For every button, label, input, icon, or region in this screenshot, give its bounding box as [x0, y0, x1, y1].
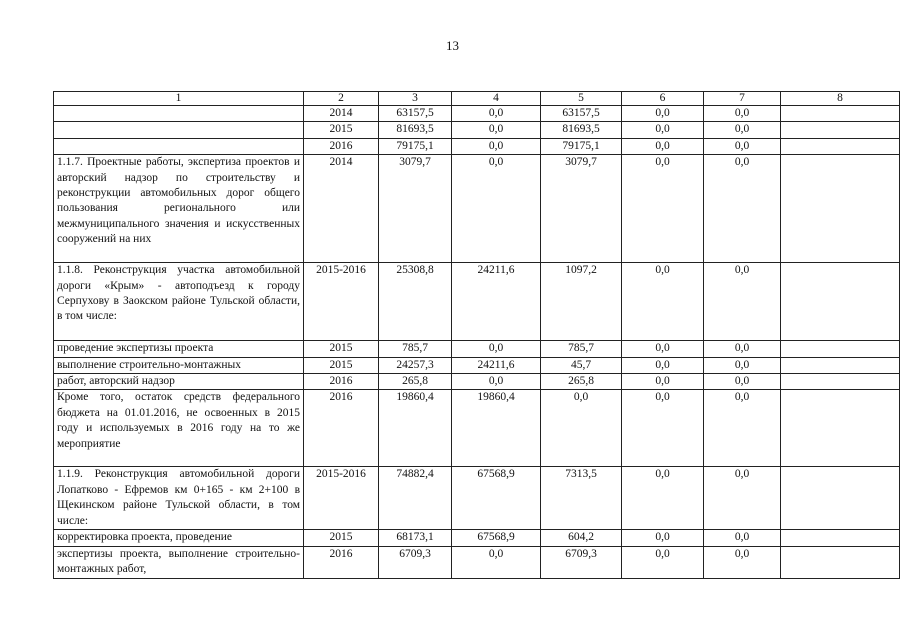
- row-col6: 0,0: [622, 155, 704, 263]
- row-col3: 6709,3: [379, 546, 452, 578]
- row-col3: 68173,1: [379, 530, 452, 546]
- header-cell: 3: [379, 92, 452, 106]
- row-description: 1.1.8. Реконструкция участка автомобильной дороги «Крым» - автоподъезд к городу Серпухову в Заокском районе Тульской области, в том числе:: [54, 263, 304, 341]
- header-cell: 1: [54, 92, 304, 106]
- row-description: выполнение строительно-монтажных: [54, 357, 304, 373]
- row-col5: 604,2: [541, 530, 622, 546]
- row-col4: 67568,9: [452, 530, 541, 546]
- row-col8: [781, 467, 900, 530]
- row-year: 2015-2016: [304, 467, 379, 530]
- row-col5: 7313,5: [541, 467, 622, 530]
- row-description: Кроме того, остаток средств федерального бюджета на 01.01.2016, не освоенных в 2015 году и используемых в 2016 году на то же мероприятие: [54, 390, 304, 467]
- row-year: 2015-2016: [304, 263, 379, 341]
- row-col3: 24257,3: [379, 357, 452, 373]
- row-col5: 45,7: [541, 357, 622, 373]
- row-col7: 0,0: [704, 263, 781, 341]
- row-col5: 81693,5: [541, 122, 622, 138]
- row-col3: 81693,5: [379, 122, 452, 138]
- header-cell: 5: [541, 92, 622, 106]
- row-col7: 0,0: [704, 390, 781, 467]
- row-col5: 265,8: [541, 374, 622, 390]
- row-col7: 0,0: [704, 155, 781, 263]
- table-row: [54, 341, 900, 357]
- table-row: [54, 546, 900, 578]
- row-col5: 0,0: [541, 390, 622, 467]
- row-col6: 0,0: [622, 122, 704, 138]
- row-col7: 0,0: [704, 530, 781, 546]
- page-number: 13: [446, 38, 459, 53]
- row-col6: 0,0: [622, 374, 704, 390]
- row-col4: 0,0: [452, 106, 541, 122]
- row-col5: 3079,7: [541, 155, 622, 263]
- row-col7: 0,0: [704, 357, 781, 373]
- row-year: 2014: [304, 106, 379, 122]
- table-row: [54, 390, 900, 467]
- row-col4: 0,0: [452, 155, 541, 263]
- row-col8: [781, 106, 900, 122]
- row-col4: 19860,4: [452, 390, 541, 467]
- header-cell: 4: [452, 92, 541, 106]
- header-cell: 7: [704, 92, 781, 106]
- row-col4: 0,0: [452, 122, 541, 138]
- row-year: 2016: [304, 546, 379, 578]
- row-year: 2014: [304, 155, 379, 263]
- header-cell: 8: [781, 92, 900, 106]
- row-col3: 79175,1: [379, 138, 452, 154]
- row-col4: 0,0: [452, 138, 541, 154]
- row-col8: [781, 374, 900, 390]
- row-col7: 0,0: [704, 138, 781, 154]
- row-description: работ, авторский надзор: [54, 374, 304, 390]
- header-cell: 6: [622, 92, 704, 106]
- row-col6: 0,0: [622, 390, 704, 467]
- table-row: [54, 357, 900, 373]
- row-col7: 0,0: [704, 122, 781, 138]
- row-col3: 63157,5: [379, 106, 452, 122]
- header-row: [54, 92, 900, 106]
- row-col4: 24211,6: [452, 263, 541, 341]
- row-col7: 0,0: [704, 374, 781, 390]
- header-cell: 2: [304, 92, 379, 106]
- row-col6: 0,0: [622, 530, 704, 546]
- row-col6: 0,0: [622, 106, 704, 122]
- row-col8: [781, 138, 900, 154]
- row-col3: 265,8: [379, 374, 452, 390]
- row-col8: [781, 390, 900, 467]
- row-col3: 19860,4: [379, 390, 452, 467]
- row-description: экспертизы проекта, выполнение строительно-монтажных работ,: [54, 546, 304, 578]
- table-row: [54, 530, 900, 546]
- row-year: 2016: [304, 138, 379, 154]
- row-col8: [781, 357, 900, 373]
- row-col3: 74882,4: [379, 467, 452, 530]
- row-col8: [781, 122, 900, 138]
- row-year: 2015: [304, 341, 379, 357]
- row-col3: 3079,7: [379, 155, 452, 263]
- table-row: [54, 155, 900, 263]
- row-col6: 0,0: [622, 546, 704, 578]
- row-col4: 24211,6: [452, 357, 541, 373]
- row-col4: 0,0: [452, 546, 541, 578]
- row-col5: 79175,1: [541, 138, 622, 154]
- row-col4: 0,0: [452, 374, 541, 390]
- row-col7: 0,0: [704, 546, 781, 578]
- row-description: корректировка проекта, проведение: [54, 530, 304, 546]
- row-col6: 0,0: [622, 467, 704, 530]
- row-year: 2015: [304, 122, 379, 138]
- table-row: [54, 106, 900, 122]
- row-col8: [781, 155, 900, 263]
- row-col8: [781, 546, 900, 578]
- row-col3: 25308,8: [379, 263, 452, 341]
- budget-table: [53, 91, 900, 579]
- table-row: [54, 263, 900, 341]
- row-year: 2015: [304, 530, 379, 546]
- row-col7: 0,0: [704, 106, 781, 122]
- row-col6: 0,0: [622, 341, 704, 357]
- row-description: [54, 122, 304, 138]
- row-col5: 785,7: [541, 341, 622, 357]
- row-description: 1.1.7. Проектные работы, экспертиза проектов и авторский надзор по строительству и реконструкции автомобильных дорог общего пользования регионального или межмуниципального значения и искусственных сооружений на них: [54, 155, 304, 263]
- row-col8: [781, 341, 900, 357]
- row-description: [54, 106, 304, 122]
- row-col6: 0,0: [622, 263, 704, 341]
- table-row: [54, 122, 900, 138]
- row-col4: 0,0: [452, 341, 541, 357]
- row-col4: 67568,9: [452, 467, 541, 530]
- row-col5: 6709,3: [541, 546, 622, 578]
- table-row: [54, 467, 900, 530]
- row-col6: 0,0: [622, 357, 704, 373]
- row-col3: 785,7: [379, 341, 452, 357]
- row-col5: 1097,2: [541, 263, 622, 341]
- row-col7: 0,0: [704, 467, 781, 530]
- row-year: 2016: [304, 390, 379, 467]
- row-col7: 0,0: [704, 341, 781, 357]
- row-description: [54, 138, 304, 154]
- row-description: 1.1.9. Реконструкция автомобильной дороги Лопатково - Ефремов км 0+165 - км 2+100 в Щекинском районе Тульской области, в том числе:: [54, 467, 304, 530]
- row-col8: [781, 263, 900, 341]
- row-year: 2016: [304, 374, 379, 390]
- table-row: [54, 374, 900, 390]
- row-col5: 63157,5: [541, 106, 622, 122]
- row-description: проведение экспертизы проекта: [54, 341, 304, 357]
- table-row: [54, 138, 900, 154]
- row-col8: [781, 530, 900, 546]
- row-col6: 0,0: [622, 138, 704, 154]
- row-year: 2015: [304, 357, 379, 373]
